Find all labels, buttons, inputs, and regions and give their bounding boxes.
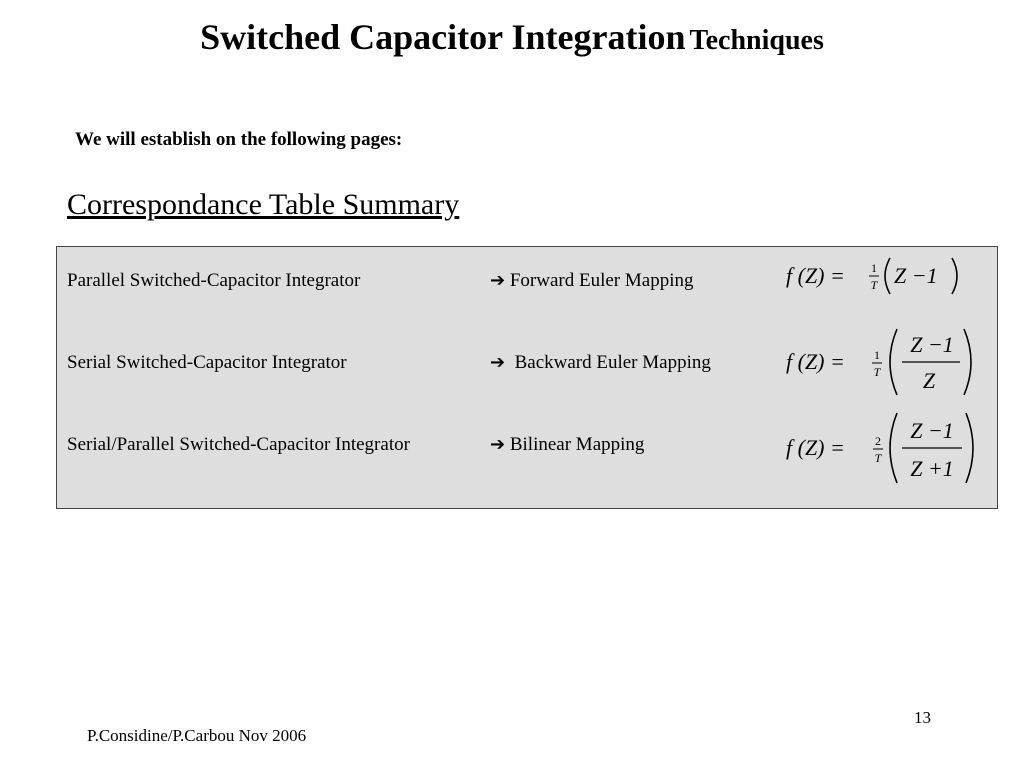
row-2-eq-coef-den: T bbox=[873, 365, 881, 379]
row-1-eq-lhs: f (Z) = bbox=[786, 263, 845, 288]
footer-credit: P.Considine/P.Carbou Nov 2006 bbox=[87, 726, 307, 745]
row-3-mapping bbox=[490, 434, 644, 456]
row-1-eq-coef-den: T bbox=[870, 278, 878, 292]
row-1-mapping-label: Forward Euler Mapping bbox=[509, 270, 694, 291]
row-3-mapping-label: Bilinear Mapping bbox=[509, 434, 645, 455]
section-heading: Correspondance Table Summary bbox=[67, 188, 460, 221]
row-2-eq-left-paren bbox=[890, 329, 897, 395]
row-3-eq-frac-den: Z +1 bbox=[910, 456, 954, 481]
row-1-equation bbox=[786, 252, 986, 305]
row-3-eq-lhs: f (Z) = bbox=[786, 435, 845, 460]
row-3-integrator: Serial/Parallel Switched-Capacitor Integrator bbox=[67, 434, 410, 455]
row-2-eq-frac-num: Z −1 bbox=[910, 332, 954, 357]
row-2-eq-coef-num: 1 bbox=[874, 348, 880, 362]
arrow-icon: ➔ bbox=[490, 434, 506, 455]
title-suffix: Techniques bbox=[689, 25, 824, 56]
page-number: 13 bbox=[914, 708, 931, 727]
row-1-eq-coef-num: 1 bbox=[871, 261, 877, 275]
row-3-eq-frac-num: Z −1 bbox=[910, 418, 954, 443]
arrow-icon: ➔ bbox=[490, 270, 506, 291]
row-2-eq-frac-den: Z bbox=[922, 368, 936, 393]
row-3-eq-left-paren bbox=[890, 413, 897, 483]
row-1-integrator: Parallel Switched-Capacitor Integrator bbox=[67, 270, 361, 291]
row-3-eq-right-paren bbox=[966, 413, 973, 483]
row-2-mapping-label: Backward Euler Mapping bbox=[514, 352, 711, 373]
slide-title bbox=[0, 16, 1024, 58]
title-main: Switched Capacitor Integration bbox=[200, 17, 686, 57]
arrow-icon: ➔ bbox=[490, 352, 506, 373]
row-2-equation bbox=[786, 326, 986, 403]
row-3-eq-coef-num: 2 bbox=[875, 434, 881, 448]
row-2-eq-right-paren bbox=[964, 329, 971, 395]
row-1-eq-right-paren bbox=[952, 258, 957, 294]
row-1-eq-expr: Z −1 bbox=[894, 263, 938, 288]
row-1-eq-left-paren bbox=[885, 258, 890, 294]
intro-text: We will establish on the following pages: bbox=[75, 129, 403, 150]
row-2-mapping bbox=[490, 352, 711, 374]
row-2-integrator: Serial Switched-Capacitor Integrator bbox=[67, 352, 347, 373]
row-3-eq-coef-den: T bbox=[874, 451, 882, 465]
row-1-mapping bbox=[490, 270, 693, 292]
row-3-equation bbox=[786, 410, 986, 491]
row-2-eq-lhs: f (Z) = bbox=[786, 349, 845, 374]
